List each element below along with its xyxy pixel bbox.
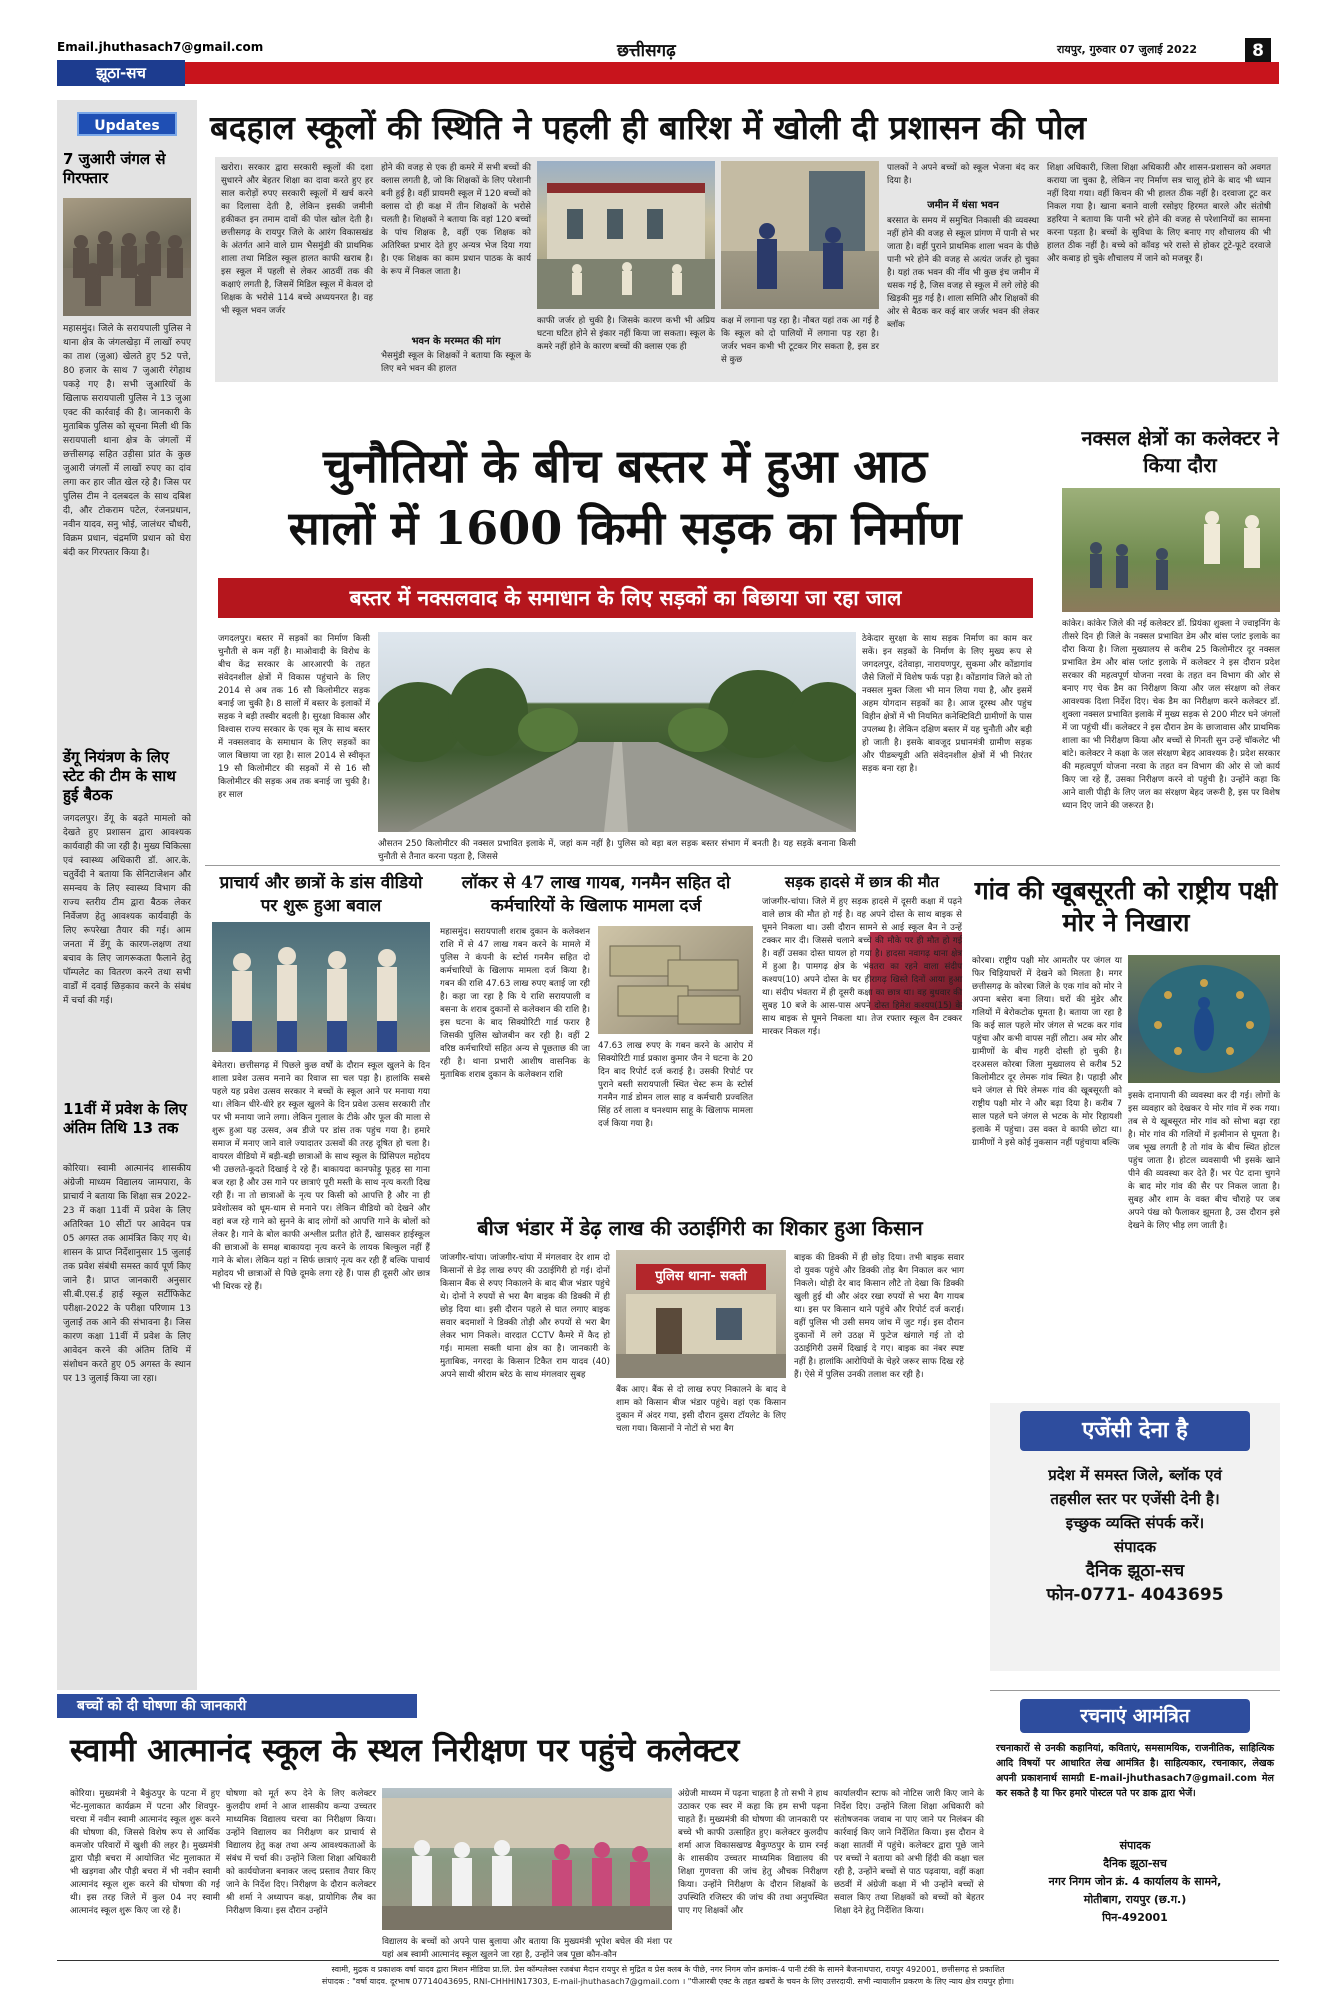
update-body-3: कोरिया। स्वामी आत्मानंद शासकीय अंग्रेजी माध्यम विद्यालय जामपारा, के प्राचार्य ने बताया कि शिक्षा सत्र 2022-23 में कक्षा 11वीं में प्रवेश के लिए अतिरिक्त 10 सीटों पर आवेदन पत्र 05 अगस्त तक आमंत्रित किए गए थे। शासन के प्राप्त निर्देशानुसार 15 जुलाई तक प्रवेश संबंधी समस्त कार्य पूर्ण किए जाने है। प्राप्त जानकारी अनुसार सी.बी.एस.ई हाई स्कूल सर्टीफिकेट परीक्षा-2022 के परीक्षा परिणाम 13 जुलाई तक आने की संभावना है। जिस कारण कक्षा 11वीं में प्रवेश के लिए आवेदन करने की अंतिम तिथि में संशोधन करते हुए 05 अगस्त के स्थान पर 13 जुलाई किया जा रहा। [63, 1164, 191, 1384]
submissions-ad-address [990, 1837, 1280, 1927]
story2-headline-line1: चुनौतियों के बीच बस्तर में हुआ आठ [322, 439, 928, 493]
story3-body: कांकेर। कांकेर जिले की नई कलेक्टर डॉ. प्रियंका शुक्ला ने ज्वाइनिंग के तीसरे दिन ही जिले के नक्सल प्रभावित डेम और बांस प्लांट इलाके का दौरा किया है। जिला मुख्यालय से करीब 25 किलोमीटर दूर नक्सल प्रभावित डेम और बांस प्लांट इलाके में कलेक्टर ने इस दौरान प्रदेश सरकार की महत्वपूर्ण योजना नरवा के तहत वन विभाग की ओर से बनाए गए चेक डैम का निरीक्षण किया और जल संरक्षण को लेकर आवश्यक दिशा निर्देश दिए। चेक डैम का निरीक्षण करने कलेक्टर डॉ. शुक्ला नक्सल प्रभावित इलाके में मुख्य सड़क से 200 मीटर घने जंगलों में जा पहुंची थीं। कलेक्टर ने इस दौरान डेम के छाजावास और प्राथमिक शाला का भी निरीक्षण किया और बच्चों से गिनती सुन उन्हें चॉकलेट भी बांटे। कलेक्टर ने कक्षा के जल संरक्षण बेहद आवश्यक है। प्रदेश सरकार की महत्वपूर्ण योजना नरवा के तहत वन विभाग की ओर से जो कार्य किए जा रहे हैं, उसका निरीक्षण करने वो पहुंची है। उन्होंने कहा कि आने वाली पीढ़ी के लिए जल का संरक्षण बेहद जरूरी है, इस पर विशेष ध्यान दिए जाने की जरूरत है। [1062, 619, 1280, 811]
police-station-photo [616, 1250, 786, 1378]
submissions-ad-line5: पिन-492001 [1102, 1911, 1168, 1924]
story1-body [215, 157, 1278, 382]
cash-photo [598, 926, 753, 1034]
story1-col4: कक्ष में लगाना पड़ रहा है। नौबत यहां तक आ गई है कि स्कूल को दो पालियों में लगाना पड़ रहा है। जर्जर भवन कभी भी टूटकर गिर सकता है, इस डर से कुछ [721, 316, 879, 365]
update-body-1: महासमुंद। जिले के सरायपाली पुलिस ने थाना क्षेत्र के जंगलखेड़ा में लाखों रुपए का ताश (जुआ) खेलते हुए 52 पत्ते, 80 हजार के साथ 7 जुआरी रंगेहाथ पकड़े गए है। सभी जुआरियों के खिलाफ सरायपाली पुलिस ने 13 जुआ एक्ट की कार्रवाई की है। जानकारी के मुताबिक पुलिस को सूचना मिली थी कि सरायपाली थाना क्षेत्र के जंगलों में छत्तीसगढ़ सहित उड़ीसा प्रांत के कुछ जुआरी जंगलों में लाखों रुपए का दांव लगा कर हार जीत खेल रहे है। जिस पर पुलिस टीम ने दलबदल के साथ दबिश दी, और टोकराम पटेल, रंजनप्रधान, नवीन यादव, सनु भोई, जालंधर चौधरी, विक्रम प्रधान, चंद्रमणि प्रधान को घेरा बंदी कर गिरफ्तार किया है। [63, 324, 191, 558]
submissions-ad-line3: नगर निगम जोन क्रं. 4 कार्यालय के सामने, [1048, 1875, 1222, 1888]
story1-col3: काफी जर्जर हो चुकी है। जिसके कारण कभी भी अप्रिय घटना घटित होने से इंकार नहीं किया जा सकता। स्कूल के कमरे नहीं होने के कारण बच्चों की क्लास एक ही [537, 316, 715, 352]
agency-ad-body [990, 1463, 1280, 1607]
story2-col3: ठेकेदार सुरक्षा के साथ सड़क निर्माण का काम कर सकें। इन सड़कों के निर्माण के लिए मुख्य रूप से जगदलपुर, दंतेवाड़ा, नारायणपुर, सुकमा और कोंडागांव जैसे जिलों में विशेष फर्क पड़ा है। कोंडागांव जिले को तो नक्सल मुक्त जिला भी मान लिया गया है, और इसमें अहम योगदान सड़कों का है। आज दूरस्थ और पहुंच विहीन क्षेत्रों में भी नियमित कनेक्टिविटी ग्रामीणों के पास उपलब्ध है। लेकिन दक्षिण बस्तर में यह चुनौती और बड़ी हो जाती है। इसके बावजूद प्रधानमंत्री ग्रामीण सड़क और पीडब्ल्यूडी अति संवेदनशील क्षेत्रों में भी निरंतर सड़क बना रहा है। [862, 634, 1032, 774]
story5-caption: 47.63 लाख रुपए के गबन करने के आरोप में सिक्योरिटी गार्ड प्रकाश कुमार जैन ने घटना के 20 दिन बाद रिपोर्ट दर्ज कराई है। उसकी रिपोर्ट पर पुराने बस्ती सरायपाली स्थित चेस्ट रूम के स्टोर्स गनमैन गार्ड डोमन लाल साह व कर्मचारी प्रज्वलित सिंह ठर्र लाला व घनश्याम साहू के खिलाफ मामला दर्ज किया गया है। [598, 1041, 753, 1129]
page-number: 8 [1245, 38, 1271, 64]
header-date: रायपुर, गुरुवार 07 जुलाई 2022 [1057, 43, 1197, 56]
police-station-sign: पुलिस थाना- सक्ती [636, 1264, 766, 1290]
submissions-ad-title: रचनाएं आमंत्रित [1020, 1699, 1250, 1733]
story1-subhead-2: जमीन में धंसा भवन [927, 200, 999, 211]
story9-caption: विद्यालय के बच्चों को अपने पास बुलाया और बताया कि मुख्यमंत्री भूपेश बघेल की मंशा पर यहां अब स्वामी आत्मानंद स्कूल खुलने जा रहा है, उन्होंने जब पूछा कौन-कौन [382, 1937, 672, 1960]
footer-rule [57, 1960, 1279, 1961]
story9-headline: स्वामी आत्मानंद स्कूल के स्थल निरीक्षण पर पहुंचे कलेक्टर [70, 1731, 740, 1769]
school-photo-1 [537, 161, 715, 309]
section-title: छत्तीसगढ़ [617, 41, 676, 61]
story2-col1: जगदलपुर। बस्तर में सड़कों का निर्माण किसी चुनौती से कम नहीं है। माओवादी के विरोध के बीच केंद्र सरकार के आरआरपी के तहत संवेदनशील क्षेत्रों में विकास पहुंचाने के लिए 2014 से अब तक 16 सौ किलोमीटर सड़क बनाई जा चुकी है। 8 सालों में बस्तर के इलाकों में सड़क ने बड़ी तस्वीर बदली है। सुरक्षा विकास और विश्वास राज्य सरकार के एक सूत्र के साथ बस्तर में नक्सलवाद के समाधान के लिए सड़कों का जाल बिछाया जा रहा है। साल 2014 से स्वीकृत 19 सौ किलोमीटर की सड़कों में से 16 सौ किलोमीटर की सड़क अब तक बनाई जा चुकी है। हर साल [218, 634, 370, 800]
footer-imprint [57, 1964, 1279, 1988]
agency-ad-line5: दैनिक झूठा-सच [1085, 1561, 1185, 1581]
story8-caption: बैंक आए। बैंक से दो लाख रुपए निकालने के बाद वे शाम को किसान बीज भंडार पहुंचे। वहां एक किसान दुकान में अंदर गया, इसी दौरान दुसरा टॉयलेट के लिए चला गया। किसानों ने नोटों से भरा बैग [616, 1385, 786, 1434]
story4-headline: प्राचार्य और छात्रों के डांस वीडियो पर शुरू हुआ बवाल [219, 873, 423, 916]
story7-headline: गांव की खूबसूरती को राष्ट्रीय पक्षी मोर ने निखारा [974, 876, 1278, 937]
story9-col1: कोरिया। मुख्यमंत्री ने बैकुंठपुर के पटना में हुए भेंट-मुलाकात कार्यक्रम में पटना और शिवपुर-चरचा में नवीन स्वामी आत्मानंद स्कूल शुरू करने की घोषणा की, जिससे विशेष रूप से आर्थिक कमजोर परिवारों में खुशी की लहर है। मुख्यमंत्री द्वारा पौड़ी बचरा में आयोजित भेंट मुलाकात में भी खड़गवा और पौड़ी बचरा में भी नवीन स्वामी आत्मानंद स्कूल शुरू करने की घोषणा की गई थी। इस तरह जिले में कुल 04 नए स्वामी आत्मानंद स्कूल शुरू किए जा रहे हैं। [70, 1789, 220, 1916]
story6-headline: सड़क हादसे में छात्र की मौत [784, 873, 940, 891]
update-headline-3: 11वीं में प्रवेश के लिए अंतिम तिथि 13 तक [63, 1100, 187, 1137]
footer-line2: संपादक : "वर्षा यादव. दूरभाष 07714043695, RNI-CHHHIN17303, E-mail-jhuthasach7@gmail.com । "पीआरबी एक्ट के तहत खबरों के चयन के लिए उत्तरदायी. सभी न्यायालीन प्रकरण के लिए न्याय क्षेत्र रायपुर होगा। [321, 1977, 1015, 1986]
brand-logo: झूठा-सच [57, 60, 185, 86]
story1-col5a: पालकों ने अपने बच्चों को स्कूल भेजना बंद कर दिया है। [887, 163, 1039, 186]
story1-col5: बरसात के समय में समुचित निकासी की व्यवस्था नहीं होने की वजह से स्कूल प्रांगण में पानी से भर जाता है। वहीं पुराने प्राथमिक शाला भवन के पीछे पानी भरे होने की वजह से अत्यंत जर्जर हो चुका है। यहां तक भवन की नींव भी कुछ इंच जमीन में धसक गई है, जिस वजह से स्कूल में लगे लोहे की खिड़की मुड़ गई है। शाला समिति और शिक्षकों की ओर से बैठक कर कई बार जर्जर भवन की लेकर ब्लॉक [887, 216, 1039, 330]
story1-headline: बदहाल स्कूलों की स्थिति ने पहली ही बारिश में खोली दी प्रशासन की पोल [210, 108, 1086, 147]
header-email: Email.jhuthasach7@gmail.com [57, 40, 264, 54]
updates-column [57, 100, 197, 1690]
dance-video-photo [212, 922, 430, 1052]
story8-headline: बीज भंडार में डेढ़ लाख की उठाईगिरी का शिकार हुआ किसान [477, 1216, 923, 1240]
road-photo [378, 632, 856, 832]
submissions-ad-body: रचनाकारों से उनकी कहानियां, कविताएं, समसामयिक, राजनीतिक, साहित्यिक आदि विषयों पर आधारित लेख आमंत्रित है। साहित्यकार, रचनाकार, लेखक अपनी प्रकाशनार्थ सामग्री E-mail-jhuthasach7@gmail.com मेल कर सकते है या फिर हमारे पोस्टल पते पर डाक द्वारा भेजें। [996, 1743, 1274, 1799]
story1-col1: खरोरा। सरकार द्वारा सरकारी स्कूलों की दशा सुधारने और बेहतर शिक्षा का दावा करते हुए हर साल करोड़ों रुपए सरकारी स्कूलों में खर्च करने का दिलासा देती है, लेकिन इसकी जमीनी हकीकत इन तमाम दावों की पोल खोल देती है। छत्तीसगढ़ के रायपुर जिले के आरंग विकासखंड के अंतर्गत आने वाले ग्राम भैसमुंडी की प्राथमिक शाला तथा मिडिल स्कूल हालत काफी खराब है। इस स्कूल में पहली से लेकर आठवीं तक की कक्षाएं लगती है, जिसमें मिडिल स्कूल में केवल दो शिक्षक के भरोसे 114 बच्चे अध्ययनरत है। वह भी स्कूल भवन जर्जर [221, 163, 373, 316]
divider [205, 865, 1280, 866]
school-photo-2 [721, 161, 879, 309]
submissions-ad-line1: संपादक [1119, 1839, 1151, 1852]
story7-col1: कोरबा। राष्ट्रीय पक्षी मोर आमतौर पर जंगल या फिर चिड़ियाघरों में देखने को मिलता है। मगर छत्तीसगढ़ के कोरबा जिले के एक गांव को मोर ने अपना बसेरा बना लिया। घरों की मुंडेर और गलियों में बेरोकटोक घूमता है। बताया जा रहा है कि कई साल पहले मोर जंगल से भटक कर गांव पहुंचा और कभी वापस नहीं लौटा। अब मोर और ग्रामीणों के बीच गहरी दोस्ती हो चुकी है। दरअसल कोरबा जिला मुख्यालय से करीब 52 किलोमीटर दूर लेमरू गांव स्थित है। पहाड़ी और घने जंगल से घिरे लेमरू गांव की खूबसूरती को राष्ट्रीय पक्षी मोर ने और बढ़ा दिया है। करीब 7 साल पहले घने जंगल से भटक के मोर रिहायशी इलाके में पहुंचा। उस वक्त वे काफी छोटा था। ग्रामीणों ने इसे कोई नुकसान नहीं पहुंचाया बल्कि [972, 956, 1122, 1148]
story1-col2: होने की वजह से एक ही कमरे में सभी बच्चों की क्लास लगती है, जो कि शिक्षकों के लिए परेशानी बनी हुई है। वहीं प्रायमरी स्कूल में 120 बच्चों को क्लास दो ही कक्ष में तीन शिक्षकों के भरोसे चलती है। शिक्षकों ने बताया कि वहां 120 बच्चों के पांच शिक्षक है, वहीं एक शिक्षक को अतिरिक्त प्रभार देते हुए अन्यत्र भेज दिया गया है। एक शिक्षक का काम प्रधान पाठक के कार्य के रूप में निकल जाता है। [381, 163, 531, 277]
page-header [57, 38, 1277, 60]
story1-col6: शिक्षा अधिकारी, जिला शिक्षा अधिकारी और शासन-प्रशासन को अवगत कराया जा चुका है, लेकिन नए निर्माण सत्र चालू होने के बाद भी ध्यान नहीं दिया गया। वहीं किचन की भी हालत ठीक नहीं है। दरवाजा टूट कर निकल गया है। खाना बनाने वाली रसोइए हिरमत बारले और संतोषी डहरिया ने बताया कि पानी भरे होने की वजह से परेशानियों का सामना करना पड़ता है। बच्चों के सुविधा के लिए बनाए गए शौचालय की भी हालत ठीक नहीं है। बच्चे को कॉवड़ भरे रास्ते से होकर टूटे-फूटे दरवाजे और कबाड़ हो चुके शौचालय में जाने को मजबूर हैं। [1047, 163, 1271, 264]
peacock-photo [1128, 955, 1280, 1083]
story9-col4: कार्यालयीन स्टाफ को नोटिस जारी किए जाने के निर्देश दिए। उन्होंने जिला शिक्षा अधिकारी को संतोषजनक जवाब ना पाए जाने पर निलंबन की कार्रवाई किए जाने निर्देशित किया। इस दौरान वे कक्षा सातवीं में पहुंचे। कलेक्टर द्वारा पूछे जाने पर बच्चों ने बताया को अभी हिंदी की कक्षा चल रही है, उन्होंने बच्चों से पाठ पढ़वाया, वहीं कक्षा छठवीं में अंग्रेजी कक्षा में भी उन्होंने बच्चों से सवाल किए तथा शिक्षकों को बच्चों को बेहतर शिक्षा देने हेतु निर्देशित किया। [834, 1789, 984, 1916]
updates-badge: Updates [77, 112, 177, 136]
header-band [57, 62, 1279, 84]
agency-ad-line4: संपादक [1113, 1538, 1157, 1556]
agency-ad-line2: तहसील स्तर पर एजेंसी देनी है। [1050, 1490, 1220, 1508]
agency-ad-line1: प्रदेश में समस्त जिले, ब्लॉक एवं [1048, 1466, 1222, 1484]
agency-ad [990, 1403, 1280, 1671]
arrest-photo [63, 198, 191, 316]
story2-headline-line2: सालों में 1600 किमी सड़क का निर्माण [288, 501, 962, 555]
update-headline-1: 7 जुआरी जंगल से गिरफ्तार [63, 150, 166, 187]
story9-col2: घोषणा को मूर्त रूप देने के लिए कलेक्टर कुलदीप शर्मा ने आज शासकीय कन्या उच्चतर माध्यमिक विद्यालय चरचा का निरीक्षण किया। उन्होंने विद्यालय का निरीक्षण कर प्राचार्य से विद्यालय हेतु कक्ष तथा अन्य आवश्यकताओं के संबंध में चर्चा की। उन्होंने जिला शिक्षा अधिकारी को कार्ययोजना बनाकर जल्द प्रस्ताव तैयार किए जाने के निर्देश दिए। निरीक्षण के दौरान कलेक्टर श्री शर्मा ने अध्यापन कक्ष, प्रायोगिक लैब का निरीक्षण किया। इस दौरान उन्होंने [226, 1789, 376, 1916]
submissions-ad [990, 1690, 1280, 1955]
story9-col3: अंग्रेजी माध्यम में पढ़ना चाहता है तो सभी ने हाथ उठाकर एक स्वर में कहा कि हम सभी पढ़ना चाहते हैं। मुख्यमंत्री की घोषणा की जानकारी पर बच्चे भी काफी उत्साहित हुए। कलेक्टर कुलदीप शर्मा आज विकासखण्ड बैकुण्ठपुर के ग्राम रनई के शासकीय उच्चतर माध्यमिक विद्यालय की शिक्षा गुणवत्ता की जांच हेतु औचक निरीक्षण किया। उन्होंने निरीक्षण के दौरान शिक्षकों के उपस्थिति रजिस्टर की जांच की तथा अनुपस्थित पाए गए शिक्षकों और [678, 1789, 828, 1916]
agency-ad-title: एजेंसी देना है [1020, 1411, 1250, 1451]
story1-col2b: भैसमुंडी स्कूल के शिक्षकों ने बताया कि स्कूल के लिए बने भवन की हालत [381, 351, 531, 374]
story8-col3: बाइक की डिक्की में ही छोड़ दिया। तभी बाइक सवार दो युवक पहुंचे और डिक्की तोड़ बैग निकाल कर भाग निकले। थोड़ी देर बाद किसान लौटे तो देखा कि डिक्की खुली हुई थी और अंदर रखा रुपयों से भरा बैग गायब था। इस पर किसान थाने पहुंचे और रिपोर्ट दर्ज कराई। वहीं पुलिस भी उसी समय जांच में जुट गई। इस दौरान दुकानों में लगे उठक्ष में फुटेज खंगाले गई तो दो उठाईगिरी उसमें दिखाई दे गए। बाइक का नंबर स्पष्ट नहीं है। हालांकि आरोपियों के चेहरे जरूर साफ दिख रहे हैं। ऐसे में पुलिस उनकी तलाश कर रही है। [794, 1253, 964, 1380]
submissions-ad-line2: दैनिक झूठा-सच [1103, 1857, 1167, 1870]
story2-headline [230, 435, 1020, 559]
story2-caption: औसतन 250 किलोमीटर की नक्सल प्रभावित इलाके में, जहां कम नहीं है। पुलिस को बड़ा बल सड़क बस्तर संभाग में बनती है। यह सड़कें बनाना किसी चुनौती से तैनात करना पड़ता है, जिससे [378, 839, 856, 862]
agency-ad-phone: फोन-0771- 4043695 [1046, 1585, 1224, 1605]
update-headline-2: डेंगू नियंत्रण के लिए स्टेट की टीम के साथ हुई बैठक [63, 748, 176, 804]
story6-body: जांजगीर-चांपा। जिले में हुए सड़क हादसे में दूसरी कक्षा में पढ़ने वाले छात्र की मौत हो गई है। वह अपने दोस्त के साथ बाइक से घूमने निकला था। उसी दौरान सामने से आई स्कूल बैन ने उन्हें टक्कर मार दी। जिससे चलाने बच्चे की मौके पर ही मौत हो गई है। वहीं उसका दोस्त घायल हो गया है। हादसा नवागढ़ थाना क्षेत्र में हुआ है। पामगढ़ क्षेत्र के भंवतरा का रहने वाला संदीप कश्यप(10) अपने दोस्त के घर हीरागढ़ खिस्ते दिनों आया हुआ था। संदीप भंवतरा में ही दूसरी कक्षा का छात्र था। वह बुधवार की सुबह 10 बजे के आस-पास अपने दोस्त हिमेश कश्यप(15) के साथ बाइक से घूमने निकला था। तेज रफ्तार स्कूल वैन टक्कर मारकर निकल गई। [762, 897, 962, 1037]
story4-body: बेमेतरा। छत्तीसगढ़ में पिछले कुछ वर्षों के दौरान स्कूल खुलने के दिन शाला प्रवेश उत्सव मनाने का रिवाज सा चल पड़ा है। हालांकि सबसे पहले यह प्रवेश उत्सव सरकार ने बच्चों के स्कूल आने पर मनाया गया था। लेकिन धीरे-धीरे हर स्कूल खुलने के दिन प्रवेश उत्सव सरकारी तौर पर भी मनाया जाने लगा। लेकिन गुलाल के टीके और फूल की माला से शुरू हुआ यह उत्सव, अब डीजे पर डांस तक पहुंच गया है। हमारे समाज में मनाए जाने वाले ज्यादातर उत्सवों की तरह दूषित हो चला है। वायरल वीडियो में बड़ी-बड़ी छात्राओं के साथ स्कूल के प्रिंसिपल महोदय भी उछलते-कूदते दिखाई दे रहे हैं। बाकायदा कानफोड़ू फूहड़ सा गाना बज रहा है और उस गाने पर छात्राएं पूरी मस्ती के साथ नृत्य करती दिख रही हैं। ना तो छात्राओं के नृत्य पर किसी को आपत्ति है और ना ही प्रवेशोत्सव को धूम-धाम से मनाने पर। लेकिन वीडियो को देखने और वहां बज रहे गाने को सुनने के बाद लोगों को आपत्ति गाने के बोलों को लेकर है। गाने के बोल काफी अश्लील प्रतीत होते हैं, खासकर हाईस्कूल की छात्राओं के समक्ष बाकायदा नृत्य करने के लायक बिल्कुल नहीं हैं गाने के बोल। लेकिन यहां न सिर्फ छात्राएं नृत्य कर रही हैं बल्कि पाचार्य महोदय भी छात्राओं से पिछे दूमके लगा रहे हैं। पास ही दूसरी ओर छात्र भी थिरक रहे हैं। [212, 1061, 430, 1292]
story5-headline: लॉकर से 47 लाख गायब, गनमैन सहित दो कर्मचारियों के खिलाफ मामला दर्ज [461, 873, 731, 916]
footer-line1: स्वामी, मुद्रक व प्रकाशक वर्षा यादव द्वारा मिशन मीडिया प्रा.लि. प्रेस कॉम्पलेक्स रजबंधा मैदान रायपुर से मुद्रित व प्रेस क्लब के पीछे, नगर निगम जोन क्रमांक-4 पानी टंकी के सामने बैजनाथपारा, रायपुर 492001, छत्तीसगढ़ से प्रकाशित [331, 1965, 1005, 1974]
story8-col1: जांजगीर-चांपा। जांजगीर-चांपा में मंगलवार देर शाम दो किसानों से डेढ़ लाख रुपए की उठाईगिरी हो गई। दोनों किसान बैंक से रुपए निकालने के बाद बीज भंडार पहुंचे थे। दोनों ने रुपयों से भरा बैग बाइक की डिक्की में ही छोड़ दिया था। इसी दौरान पहले से घात लगाए बाइक सवार बदमाशों ने डिक्की तोड़ी और रुपयों से भरा बैग लेकर भाग निकले। वारदात CCTV कैमरे में कैद हो गई। मामला सक्ती थाना क्षेत्र का है। जानकारी के मुताबिक, नगरदा के किसान टिकैत राम यादव (40) अपने साथी श्रीराम बरेठ के साथ मंगलवार सुबह [440, 1253, 610, 1380]
story1-subhead-1: भवन के मरम्मत की मांग [411, 336, 501, 347]
school-inspection-photo [382, 1788, 672, 1930]
collector-visit-photo [1062, 488, 1280, 612]
story9-kicker: बच्चों को दी घोषणा की जानकारी [57, 1694, 417, 1718]
update-body-2: जगदलपुर। डेंगू के बढ़ते मामलो को देखते हुए प्रशासन द्वारा आवश्यक कार्यवाही की जा रही है। मुख्य चिकित्सा एवं स्वास्थ्य अधिकारी डॉ. आर.के. चतुर्वेदी ने बताया कि सेनिटाजेशन और समन्वय के लिए स्वास्थ्य विभाग की राज्य स्तरीय टीम द्वारा बैठक लेकर निर्वेजण हेतु आवश्यक कार्यवाही के लिए रूपरेखा तैयार की गई। आम जनता में डेंगू के कारण-लक्षण तथा बचाव के लिए जागरूकता फैलाने हेतु पॉम्पलेट का वितरण करने तथा सभी वार्डों में दवाई छिड़काव करने के संबंध में चर्चा की गई। [63, 814, 191, 1006]
agency-ad-line3: इच्छुक व्यक्ति संपर्क करें। [1065, 1514, 1205, 1532]
story5-col1: महासमुंद। सरायपाली शराब दुकान के कलेक्शन राशि में से 47 लाख गबन करने के मामले में पुलिस ने कंपनी के स्टोर्स गनमैन सहित दो कर्मचारियों के खिलाफ मामला दर्ज किया है। गबन की राशि 47.63 लाख रुपए बताई जा रही है। कहा जा रहा है कि ये राशि सरायपाली व बसना के शराब दुकानों से कलेक्शन की राशि है। इस घटना के बाद सिक्योरिटी गार्ड फरार है जिसकी पुलिस खोजबीन कर रही है। वहीं 2 वरिष्ठ कर्मचारियों सहित अन्य से पूछताछ की जा रही है। थाना प्रभारी आशीष वासनिक के मुताबिक शराब दुकान के कलेक्शन राशि [440, 927, 590, 1080]
story7-col2: इसके दानापानी की व्यवस्था कर दी गई। लोगों के इस व्यवहार को देखकर ये मोर गांव में रुक गया। तब से ये खूबसूरत मोर गांव को सोभा बढ़ा रहा है। मोर गांव की गलियों में इत्मीनान से घूमता है। जब भूख लगती है तो गांव के बीच स्थित होटल पहुंच जाता है। होटल व्यवसायी भी इसके खाने पीने की व्यवस्था कर देते हैं। भर पेट दाना चुगने के बाद मोर गांव की सैर पर निकल जाता है। सुबह और शाम के वक्त बीच चौराहे पर जब अपने पंख को फैलाकर झूमता है, उस दौरान इसे देखने के लिए भीड़ लग जाती है। [1128, 1091, 1280, 1231]
story2-subhead: बस्तर में नक्सलवाद के समाधान के लिए सड़कों का बिछाया जा रहा जाल [218, 578, 1033, 618]
story3-headline: नक्सल क्षेत्रों का कलेक्टर ने किया दौरा [1081, 426, 1279, 477]
submissions-ad-line4: मोतीबाग, रायपुर (छ.ग.) [1083, 1893, 1187, 1906]
